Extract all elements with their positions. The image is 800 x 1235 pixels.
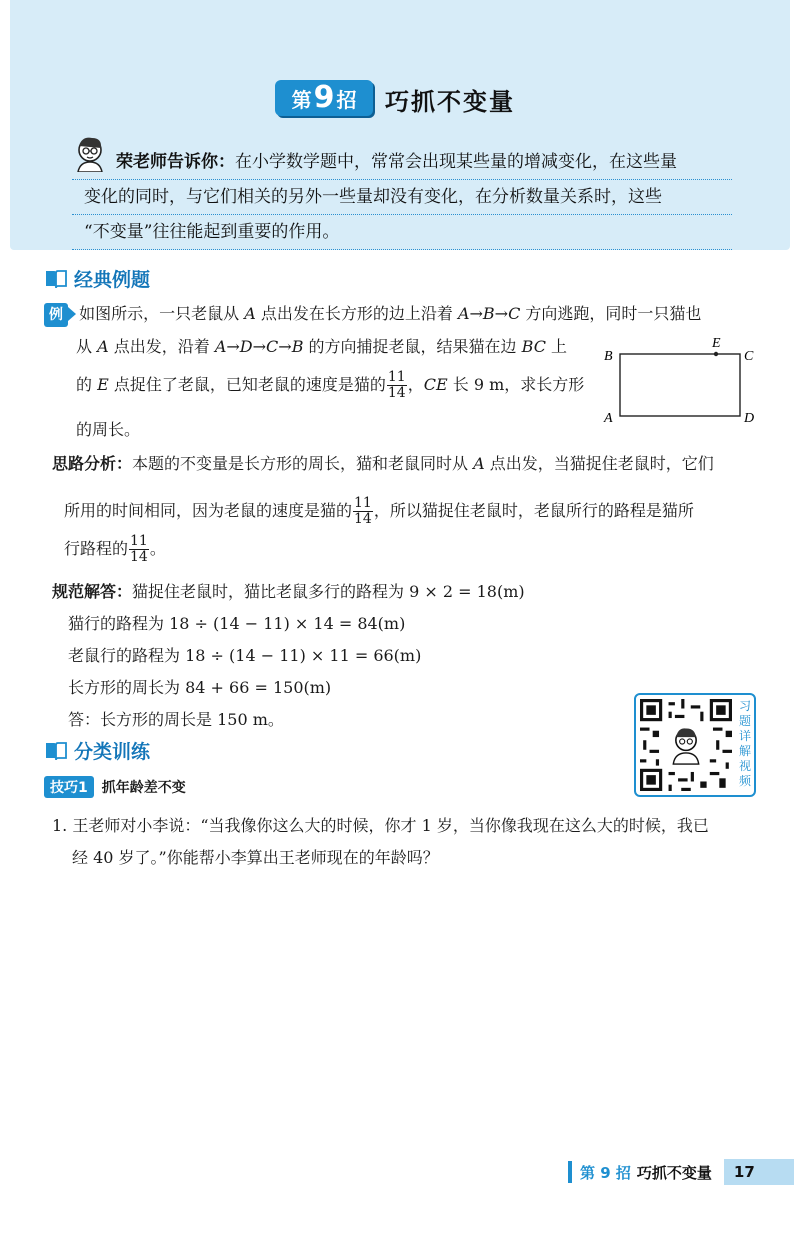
rectangle-shape xyxy=(620,354,740,416)
teacher-tip-line-3: “不变量”往往能起到重要的作用。 xyxy=(72,215,732,250)
book-icon xyxy=(44,741,68,761)
fraction-denominator: 14 xyxy=(130,549,148,565)
segment-label: CE xyxy=(423,375,448,394)
solution-label: 规范解答： xyxy=(52,582,133,601)
fraction xyxy=(353,496,373,527)
example-text: 的 xyxy=(76,375,98,394)
page-number: 17 xyxy=(724,1159,794,1185)
example-text: 点捉住了老鼠，已知老鼠的速度是猫的 xyxy=(108,375,386,394)
analysis-text: 所用的时间相同，因为老鼠的速度是猫的 xyxy=(64,501,353,520)
segment-label: BC xyxy=(521,337,546,356)
analysis-text: 点出发，当猫捉住老鼠时，它们 xyxy=(484,454,714,473)
footer-accent-bar xyxy=(568,1161,572,1183)
qr-code-icon[interactable] xyxy=(640,699,732,791)
analysis-line-3 xyxy=(64,534,166,565)
solution-line-3: 老鼠行的路程为 18 ÷ (14 − 11) × 11 = 66(m) xyxy=(68,646,422,665)
solution-line-1 xyxy=(52,580,525,604)
book-icon xyxy=(44,269,68,289)
solution-text: 猫捉住老鼠时，猫比老鼠多行的路程为 9 × 2 = 18(m) xyxy=(132,582,525,601)
rectangle-figure xyxy=(600,336,760,426)
solution-line-5: 答：长方形的周长是 150 m。 xyxy=(68,710,284,729)
example-line-3 xyxy=(76,370,584,401)
example-text: 从 xyxy=(76,337,98,356)
example-text: 的方向捕捉老鼠，结果猫在边 xyxy=(303,337,522,356)
point-label: A xyxy=(244,304,256,323)
example-text: 如图所示，一只老鼠从 xyxy=(79,304,245,323)
lesson-badge-prefix: 第 xyxy=(291,87,312,112)
figure-label-b: B xyxy=(604,349,613,364)
example-text: 点出发，沿着 xyxy=(108,337,215,356)
solution-line-4: 长方形的周长为 84 + 66 = 150(m) xyxy=(68,678,332,697)
figure-label-a: A xyxy=(604,411,613,426)
example-text: ， xyxy=(407,375,424,394)
skill-title: 抓年龄差不变 xyxy=(101,780,186,796)
point-e-marker xyxy=(714,352,718,356)
teacher-name: 荣老师告诉你： xyxy=(116,152,235,172)
point-label: E xyxy=(97,375,109,394)
section-heading-training-label: 分类训练 xyxy=(74,741,151,763)
example-text: 方向逃跑，同时一只猫也 xyxy=(520,304,702,323)
fraction-numerator: 11 xyxy=(130,533,148,549)
section-heading-classic xyxy=(44,265,150,292)
solution-line-2: 猫行的路程为 18 ÷ (14 − 11) × 14 = 84(m) xyxy=(68,614,406,633)
example-line-2 xyxy=(76,335,567,359)
skill-tag xyxy=(44,776,186,798)
example-line-4: 的周长。 xyxy=(76,420,141,439)
fraction xyxy=(129,534,149,565)
fraction-numerator: 11 xyxy=(387,369,406,385)
fraction-denominator: 14 xyxy=(354,511,372,527)
point-label: A xyxy=(97,337,109,356)
example-line-1 xyxy=(44,302,701,327)
path-label: A→D→C→B xyxy=(214,337,304,356)
example-tag: 例 xyxy=(44,303,68,327)
footer-bar xyxy=(568,1159,794,1185)
lesson-badge xyxy=(275,80,373,116)
question-1-line-2: 经 40 岁了。”你能帮小李算出王老师现在的年龄吗？ xyxy=(72,848,439,867)
figure-label-d: D xyxy=(744,411,755,426)
lesson-badge-suffix: 招 xyxy=(336,87,357,112)
analysis-line-1 xyxy=(52,452,714,476)
analysis-text: 本题的不变量是长方形的周长，猫和老鼠同时从 xyxy=(132,454,474,473)
qr-caption: 习题详解视频 xyxy=(738,699,751,788)
example-text: 上 xyxy=(545,337,568,356)
section-heading-training xyxy=(44,737,150,764)
example-text: 点出发在长方形的边上沿着 xyxy=(255,304,458,323)
analysis-label: 思路分析： xyxy=(52,454,133,473)
analysis-text: ，所以猫捉住老鼠时，老鼠所行的路程是猫所 xyxy=(373,501,694,520)
footer-title: 巧抓不变量 xyxy=(636,1163,712,1182)
section-heading-classic-label: 经典例题 xyxy=(74,269,151,291)
teacher-tip xyxy=(72,145,732,250)
analysis-line-2 xyxy=(64,496,694,527)
teacher-tip-text-1: 在小学数学题中，常常会出现某些量的增减变化，在这些量 xyxy=(235,152,677,172)
analysis-text: 。 xyxy=(149,539,166,558)
fraction xyxy=(387,370,407,401)
figure-label-e: E xyxy=(712,336,721,351)
fraction-denominator: 14 xyxy=(387,385,406,401)
fraction-numerator: 11 xyxy=(354,495,372,511)
analysis-text: 行路程的 xyxy=(64,539,129,558)
qr-code-card[interactable] xyxy=(634,693,756,797)
question-1-line-1: 1. 王老师对小李说：“当我像你这么大的时候，你才 1 岁，当你像我现在这么大的时候，我已 xyxy=(52,816,709,835)
path-label: A→B→C xyxy=(457,304,521,323)
skill-badge: 技巧1 xyxy=(44,776,94,798)
lesson-badge-number: 9 xyxy=(313,80,335,115)
teacher-tip-line-1 xyxy=(72,145,732,180)
teacher-tip-line-2: 变化的同时，与它们相关的另外一些量却没有变化，在分析数量关系时，这些 xyxy=(72,180,732,215)
footer-lesson: 第 9 招 xyxy=(580,1163,631,1182)
example-text: 长 9 m，求长方形 xyxy=(447,375,585,394)
lesson-title: 巧抓不变量 xyxy=(385,88,515,116)
figure-label-c: C xyxy=(744,349,754,364)
point-label: A xyxy=(473,454,485,473)
